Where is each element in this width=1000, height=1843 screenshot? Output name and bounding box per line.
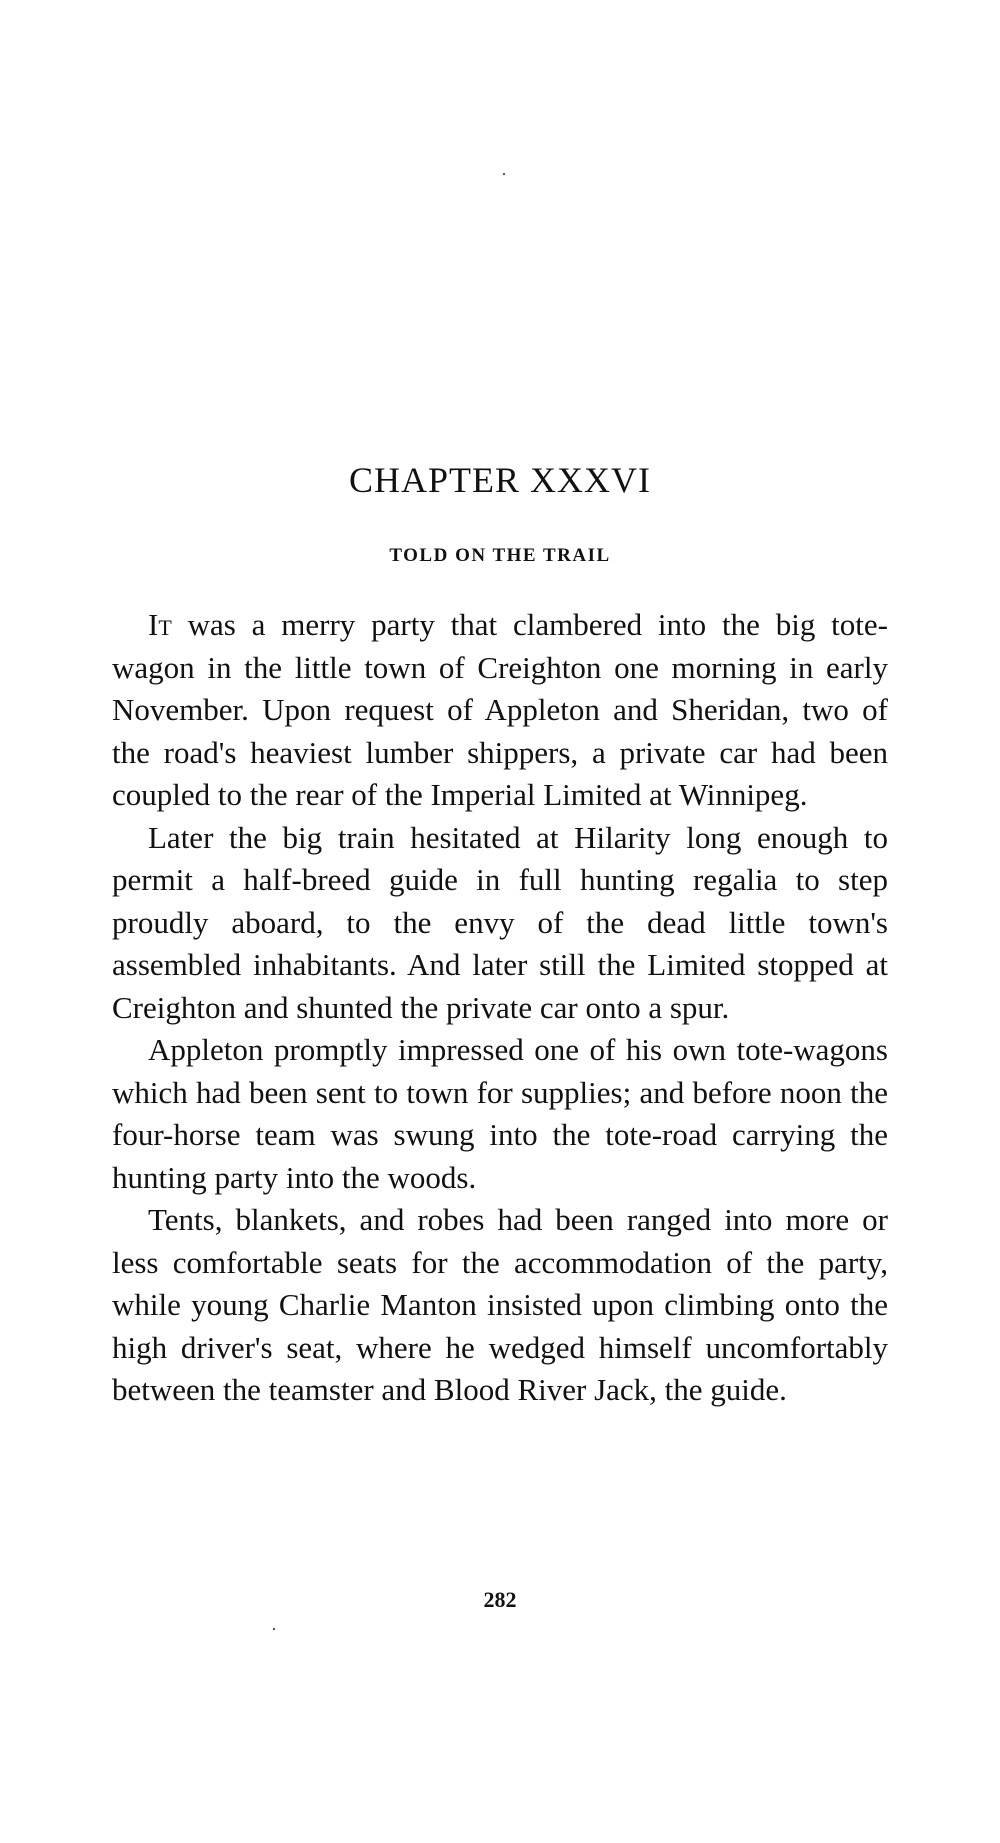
print-speck — [503, 173, 505, 175]
paragraph-1 — [112, 604, 888, 817]
body-text — [112, 604, 888, 1412]
page-number: 282 — [483, 1587, 517, 1612]
paragraph-2: Later the big train hesitated at Hilarity long enough to permit a half-breed guide in full hunting regalia to step proudly aboard, to the envy of the dead little town's assembled inhabitants. And later still the Limited stopped at Creighton and shunted the private car onto a spur. — [112, 819, 888, 1025]
print-speck — [273, 1628, 275, 1630]
chapter-heading: CHAPTER XXXVI — [348, 460, 651, 500]
chapter-subtitle: TOLD ON THE TRAIL — [389, 545, 611, 566]
paragraph-4: Tents, blankets, and robes had been ranged into more or less comfortable seats for the accommodation of the party, while young Charlie Manton insisted upon climbing onto the high driver's seat, where he wedged himself uncomfortably between the teamster and Blood River Jack, the guide. — [112, 1202, 888, 1407]
drop-cap-word: It — [148, 607, 172, 642]
paragraph-3: Appleton promptly impressed one of his own tote-wagons which had been sent to town for supplies; and before noon the four-horse team was swung into the tote-road carrying the hunting party into the woods. — [112, 1032, 888, 1195]
paragraph-1-text: was a merry party that clambered into the big tote-wagon in the little town of Creighton one morning in early November. Upon request of Appleton and Sheridan, two of the road's heaviest lumber shippers, a private car had been coupled to the rear of the Imperial Limited at Winnipeg. — [112, 607, 888, 812]
